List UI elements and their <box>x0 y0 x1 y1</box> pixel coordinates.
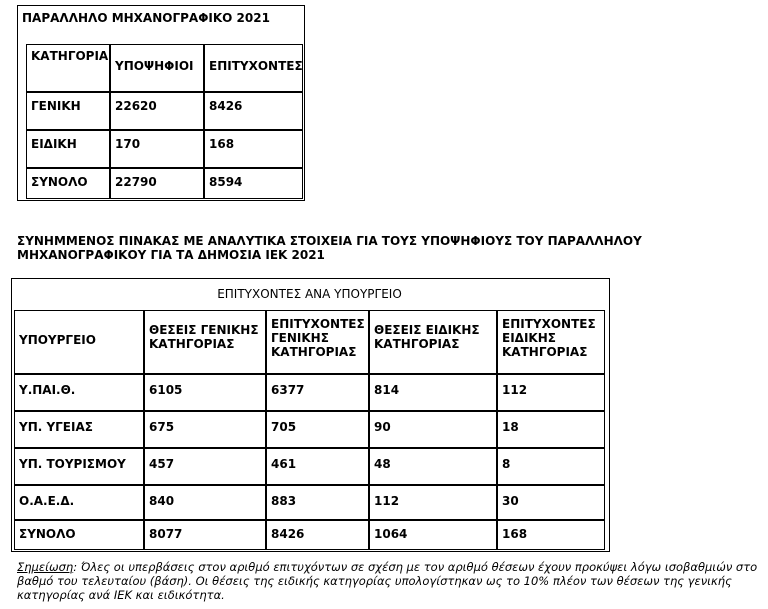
table2-header-special-positions: ΘΕΣΕΙΣ ΕΙΔΙΚΗΣ ΚΑΤΗΓΟΡΙΑΣ <box>369 310 497 374</box>
table1-row1-succ: 8426 <box>204 92 303 130</box>
table2-row1-gen-succ: 6377 <box>266 374 369 411</box>
footnote-label: Σημείωση <box>17 560 74 574</box>
table2-row3-spec-succ: 8 <box>497 448 605 485</box>
table1-row3-cand: 22790 <box>110 168 204 199</box>
table2-row5-ministry: ΣΥΝΟΛΟ <box>14 520 144 550</box>
table2-row2-spec-pos: 90 <box>369 411 497 448</box>
table2-row2-ministry: ΥΠ. ΥΓΕΙΑΣ <box>14 411 144 448</box>
section-heading-line1: ΣΥΝΗΜΜΕΝΟΣ ΠΙΝΑΚΑΣ ΜΕ ΑΝΑΛΥΤΙΚΑ ΣΤΟΙΧΕΙΑ ΓΙΑ ΤΟΥΣ ΥΠΟΨΗΦΙΟΥΣ ΤΟΥ ΠΑΡΑΛΛΗΛΟΥ <box>17 234 642 248</box>
table2-row4-spec-succ: 30 <box>497 485 605 520</box>
table1-row1-cat: ΓΕΝΙΚΗ <box>26 92 110 130</box>
table2-row3-ministry: ΥΠ. ΤΟΥΡΙΣΜΟΥ <box>14 448 144 485</box>
table2-header-general-successful: ΕΠΙΤΥΧΟΝΤΕΣ ΓΕΝΙΚΗΣ ΚΑΤΗΓΟΡΙΑΣ <box>266 310 369 374</box>
table2-title: ΕΠΙΤΥΧΟΝΤΕΣ ΑΝΑ ΥΠΟΥΡΓΕΙΟ <box>217 287 402 301</box>
table2-header-ministry: ΥΠΟΥΡΓΕΙΟ <box>14 310 144 374</box>
table2-row1-spec-succ: 112 <box>497 374 605 411</box>
table2-row5-gen-succ: 8426 <box>266 520 369 550</box>
table1-title: ΠΑΡΑΛΛΗΛΟ ΜΗΧΑΝΟΓΡΑΦΙΚΟ 2021 <box>22 11 270 25</box>
table1-row2-cand: 170 <box>110 130 204 168</box>
table2-row4-gen-succ: 883 <box>266 485 369 520</box>
section-heading-line2: ΜΗΧΑΝΟΓΡΑΦΙΚΟΥ ΓΙΑ ΤΑ ΔΗΜΟΣΙΑ ΙΕΚ 2021 <box>17 248 325 262</box>
table1-row3-succ: 8594 <box>204 168 303 199</box>
table2-row2-spec-succ: 18 <box>497 411 605 448</box>
table2-row1-spec-pos: 814 <box>369 374 497 411</box>
table1-row2-cat: ΕΙΔΙΚΗ <box>26 130 110 168</box>
table2-row4-spec-pos: 112 <box>369 485 497 520</box>
table2-row4-gen-pos: 840 <box>144 485 266 520</box>
table1-row3-cat: ΣΥΝΟΛΟ <box>26 168 110 199</box>
table2-row2-gen-pos: 675 <box>144 411 266 448</box>
table1-header-successful: ΕΠΙΤΥΧΟΝΤΕΣ <box>204 44 303 92</box>
table2-row2-gen-succ: 705 <box>266 411 369 448</box>
table2-header-special-successful: ΕΠΙΤΥΧΟΝΤΕΣ ΕΙΔΙΚΗΣ ΚΑΤΗΓΟΡΙΑΣ <box>497 310 605 374</box>
table2-row1-ministry: Υ.ΠΑΙ.Θ. <box>14 374 144 411</box>
table1-row1-cand: 22620 <box>110 92 204 130</box>
table2-row4-ministry: Ο.Α.Ε.Δ. <box>14 485 144 520</box>
table2-header-general-positions: ΘΕΣΕΙΣ ΓΕΝΙΚΗΣ ΚΑΤΗΓΟΡΙΑΣ <box>144 310 266 374</box>
table2-row3-gen-succ: 461 <box>266 448 369 485</box>
section-heading <box>17 234 717 262</box>
table2-row1-gen-pos: 6105 <box>144 374 266 411</box>
table2-row3-gen-pos: 457 <box>144 448 266 485</box>
table1-header-category: ΚΑΤΗΓΟΡΙΑ <box>26 44 110 92</box>
table2-row5-spec-succ: 168 <box>497 520 605 550</box>
footnote <box>17 560 762 602</box>
footnote-text: : Όλες οι υπερβάσεις στον αριθμό επιτυχόντων σε σχέση με τον αριθμό θέσεων έχουν προκύψει λόγω ισοβαθμιών στο βαθμό του τελευταίου (βάση). Οι θέσεις της ειδικής κατηγορίας υπολογίστηκαν ως το 10% πλέον των θέσεων της γενικής κατηγορίας ανά ΙΕΚ και ειδικότητα. <box>17 560 758 602</box>
table1-row2-succ: 168 <box>204 130 303 168</box>
table2-row3-spec-pos: 48 <box>369 448 497 485</box>
table1-header-candidates: ΥΠΟΨΗΦΙΟΙ <box>110 44 204 92</box>
table2-row5-spec-pos: 1064 <box>369 520 497 550</box>
table2-row5-gen-pos: 8077 <box>144 520 266 550</box>
